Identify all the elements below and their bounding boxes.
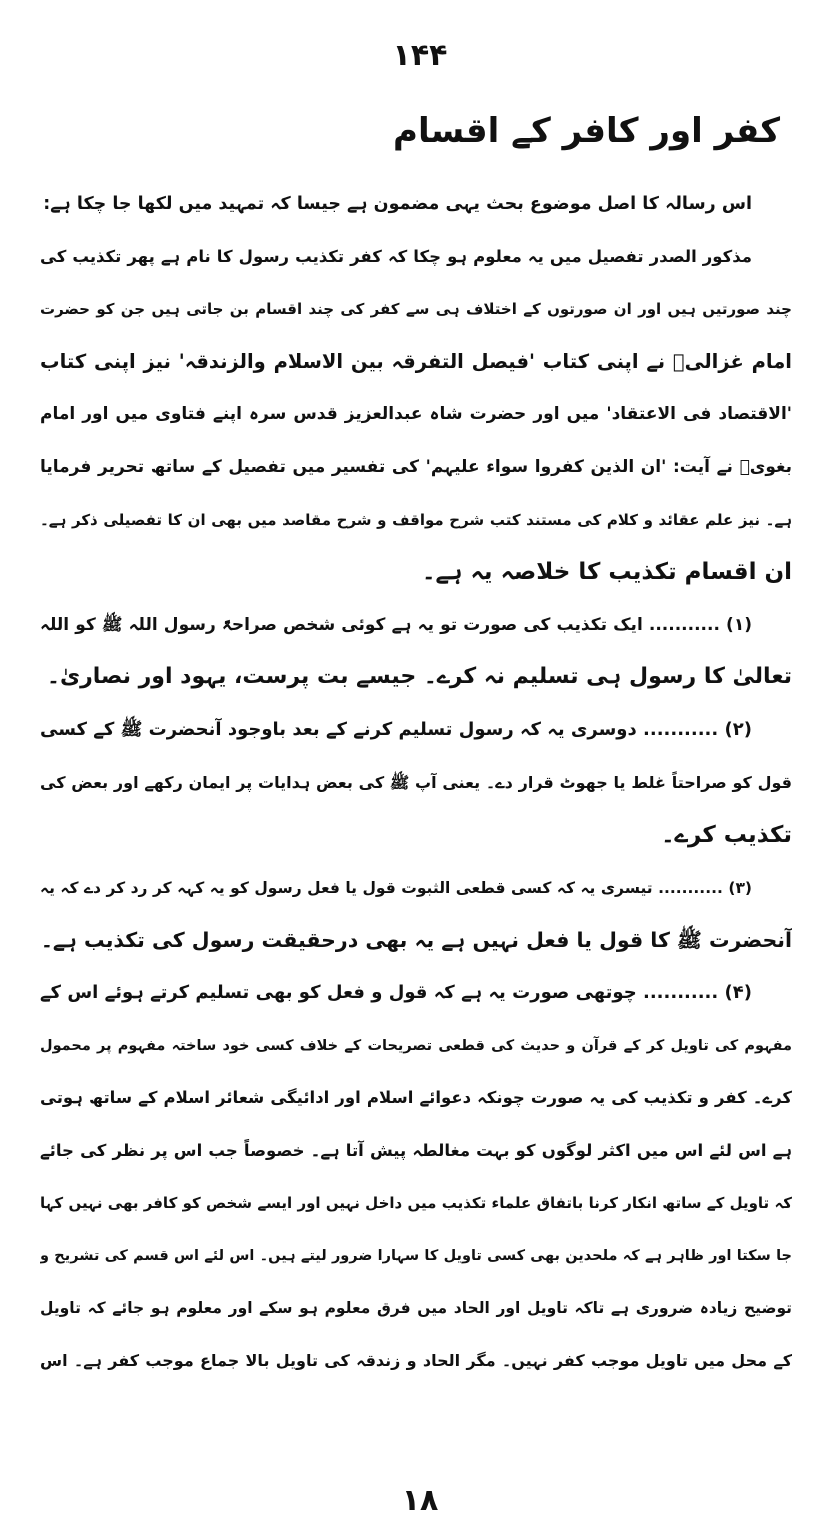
- section-heading: کفر اور کافر کے اقسام: [393, 111, 780, 151]
- text-line: آنحضرت ﷺ کا قول یا فعل نہیں ہے یہ بھی درحقیقت رسول کی تکذیب ہے۔: [40, 928, 792, 953]
- text-line: بغویؒ نے آیت: 'ان الذین کفروا سواء علیہم' کی تفسیر میں تفصیل کے ساتھ تحریر فرمایا: [40, 456, 792, 477]
- text-line: جا سکتا اور ظاہر ہے کہ ملحدین بھی کسی تاویل کا سہارا ضرور لیتے ہیں۔ اس لئے اس قسم کی تشریح و: [40, 1247, 792, 1264]
- text-line: مذکور الصدر تفصیل میں یہ معلوم ہو چکا کہ کفر تکذیب رسول کا نام ہے پھر تکذیب کی: [40, 246, 752, 266]
- text-line: قول کو صراحتاً غلط یا جھوٹ قرار دے۔ یعنی آپ ﷺ کی بعض ہدایات پر ایمان رکھے اور بعض کی: [40, 772, 792, 792]
- text-line: 'الاقتصاد فی الاعتقاد' میں اور حضرت شاہ عبدالعزیز قدس سرہ اپنے فتاوی میں اور امام: [40, 404, 792, 425]
- text-line: اس رسالہ کا اصل موضوع بحث یہی مضمون ہے جیسا کہ تمہید میں لکھا جا چکا ہے:: [43, 194, 752, 214]
- body-text: [40, 178, 792, 1388]
- text-line: کہ تاویل کے ساتھ انکار کرنا باتفاق علماء تکذیب میں داخل نہیں اور ایسے شخص کو کافر بھی نہیں کہا: [40, 1194, 792, 1213]
- text-line: ہے۔ نیز علم عقائد و کلام کی مستند کتب شرح مواقف و شرح مقاصد میں بھی ان کا تفصیلی ذکر ہے۔: [40, 510, 792, 529]
- text-line: (۱) ........... ایک تکذیب کی صورت تو یہ ہے کوئی شخص صراحۃً رسول اللہ ﷺ کو اللہ: [40, 614, 752, 635]
- text-line: (۴) ........... چوتھی صورت یہ ہے کہ قول و فعل کو بھی تسلیم کرتے ہوئے اس کے: [40, 981, 752, 1003]
- text-line: تعالیٰ کا رسول ہی تسلیم نہ کرے۔ جیسے بت پرست، یہود اور نصاریٰ۔: [47, 664, 792, 690]
- text-line: (۳) ........... تیسری یہ کہ کسی قطعی الثبوت قول یا فعل رسول کو یہ کہہ کر رد کر دے کہ یہ: [40, 878, 752, 897]
- text-line: (۲) ........... دوسری یہ کہ رسول تسلیم کرنے کے بعد باوجود آنحضرت ﷺ کے کسی: [40, 718, 752, 740]
- text-line: امام غزالیؒ نے اپنی کتاب 'فیصل التفرقہ بین الاسلام والزندقہ' نیز اپنی کتاب: [40, 349, 792, 373]
- text-line: ان اقسام تکذیب کا خلاصہ یہ ہے۔: [422, 559, 792, 586]
- top-page-number: ۱۴۴: [392, 38, 448, 73]
- bottom-page-number: ۱۸: [401, 1483, 439, 1518]
- text-line: توضیح زیادہ ضروری ہے تاکہ تاویل اور الحاد میں فرق معلوم ہو سکے اور معلوم ہو جائے کہ تاویل: [40, 1299, 792, 1318]
- text-line: کرے۔ کفر و تکذیب کی یہ صورت چونکہ دعوائے اسلام اور ادائیگی شعائر اسلام کے ساتھ ہوتی: [40, 1088, 792, 1108]
- text-line: کے محل میں تاویل موجب کفر نہیں۔ مگر الحاد و زندقہ کی تاویل بالا جماع موجب کفر ہے۔ اس: [40, 1351, 792, 1371]
- text-line: تکذیب کرے۔: [661, 822, 792, 849]
- text-line: چند صورتیں ہیں اور ان صورتوں کے اختلاف ہی سے کفر کی چند اقسام بن جاتی ہیں جن کو حضرت: [40, 300, 792, 319]
- text-line: مفہوم کی تاویل کر کے قرآن و حدیث کی قطعی تصریحات کے خلاف کسی خود ساختہ مفہوم پر محمول: [40, 1037, 792, 1054]
- text-line: ہے اس لئے اس میں اکثر لوگوں کو بہت مغالطہ پیش آتا ہے۔ خصوصاً جب اس پر نظر کی جائے: [40, 1140, 792, 1160]
